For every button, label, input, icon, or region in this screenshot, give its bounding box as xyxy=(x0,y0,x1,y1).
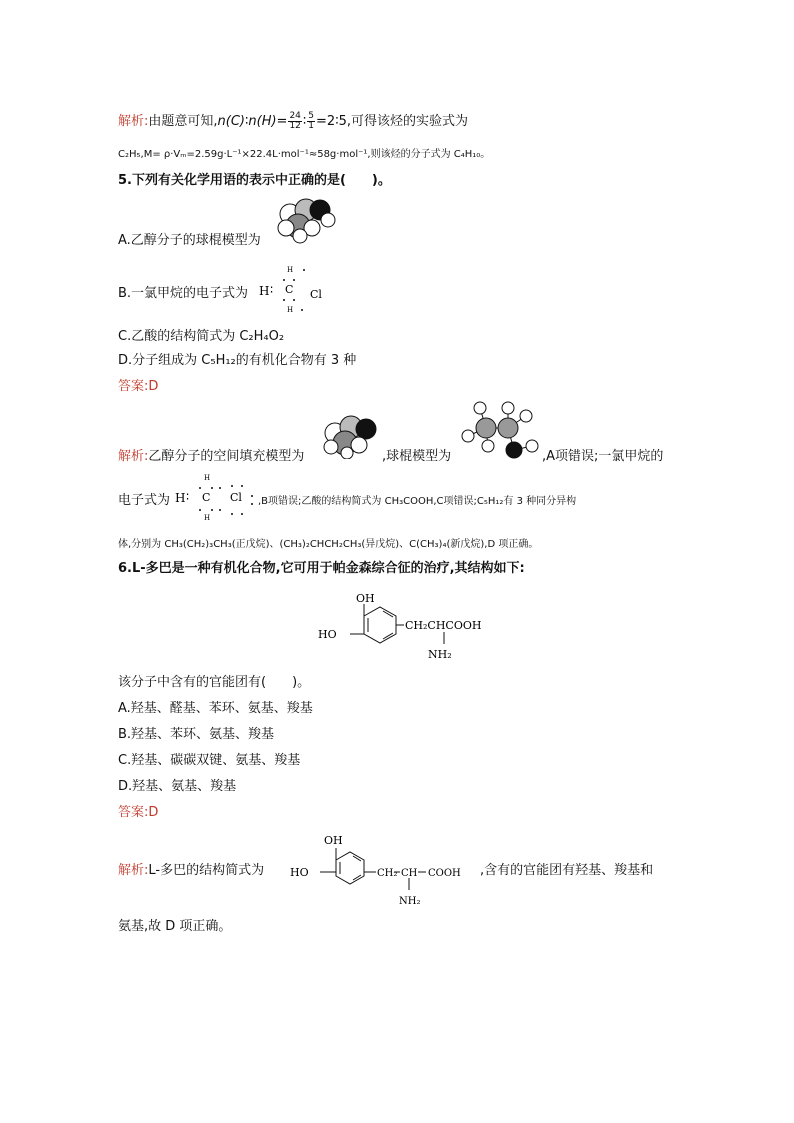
analysis-text: 电子式为 xyxy=(118,493,171,508)
nh2-group: NH₂ xyxy=(428,648,452,661)
ethanol-space-filling-model-image xyxy=(272,198,338,244)
option-c: C.乙酸的结构简式为 C₂H₄O₂ xyxy=(118,329,285,344)
fraction-5-1 xyxy=(307,112,315,131)
ho-group: HO xyxy=(290,866,309,879)
n-h: n(H)= xyxy=(248,114,288,129)
n-c: n(C) xyxy=(217,114,245,129)
ethanol-space-filling-model-image xyxy=(321,415,381,459)
analysis-text: =2∶5,可得该烃的实验式为 xyxy=(316,114,468,129)
analysis-5-line-3: 体,分别为 CH₃(CH₂)₃CH₃(正戊烷)、(CH₃)₂CHCH₂CH₃(异戊烷)、C(CH₃)₄(新戊烷),D 项正确。 xyxy=(118,539,539,550)
ratio-colon: ∶ xyxy=(302,114,307,129)
cl-atom: Cl xyxy=(310,288,322,301)
answer-5: 答案:D xyxy=(118,379,159,394)
analysis-text: L-多巴的结构简式为 xyxy=(148,863,265,878)
option-d: D.分子组成为 C₅H₁₂的有机化合物有 3 种 xyxy=(118,353,357,368)
cl-atom: Cl xyxy=(230,491,242,504)
chloromethane-electron-formula xyxy=(172,470,256,522)
analysis-5-line-1 xyxy=(118,448,304,466)
ch2-group: CH₂ xyxy=(377,868,398,879)
bond-dots: ∶ xyxy=(270,283,274,297)
option-a: A.乙醇分子的球棍模型为 xyxy=(118,233,261,248)
l-dopa-structure-image xyxy=(312,588,492,668)
answer-6: 答案:D xyxy=(118,805,159,820)
c-atom: C xyxy=(202,491,211,504)
l-dopa-structure-image xyxy=(284,832,480,908)
option-a: A.羟基、醛基、苯环、氨基、羧基 xyxy=(118,701,313,716)
option-d: D.羟基、氨基、羧基 xyxy=(118,779,237,794)
option-b-text: B.一氯甲烷的电子式为 xyxy=(118,286,249,301)
oh-group: OH xyxy=(356,592,375,605)
analysis-6-line-2: 氨基,故 D 项正确。 xyxy=(118,919,232,934)
ratio-colon: ∶ xyxy=(245,114,249,129)
ethanol-ball-and-stick-model-image xyxy=(460,400,542,462)
analysis-6-line-1 xyxy=(118,862,264,880)
h-atom: H xyxy=(287,306,294,314)
fraction-24-12 xyxy=(288,112,301,131)
fraction-denominator: 12 xyxy=(289,121,301,131)
analysis-5-text-2: ,球棍模型为 xyxy=(382,449,452,464)
side-chain: CH₂CHCOOH xyxy=(405,619,482,632)
analysis-5-text-3: ,A项错误;一氯甲烷的 xyxy=(542,449,664,464)
h-atom: H xyxy=(259,284,270,298)
nh2-group: NH₂ xyxy=(399,896,421,907)
question-6-prompt: 该分子中含有的官能团有( )。 xyxy=(118,675,311,690)
chloromethane-electron-formula xyxy=(256,262,326,314)
oh-group: OH xyxy=(324,834,343,847)
analysis-text: 乙醇分子的空间填充模型为 xyxy=(148,449,305,464)
analysis-6-text-2: ,含有的官能团有羟基、羧基和 xyxy=(480,863,654,878)
fraction-numerator: 24 xyxy=(289,111,301,121)
analysis-text: 由题意可知, xyxy=(148,114,218,129)
h-atom: H xyxy=(204,514,211,522)
analysis-5-line-2 xyxy=(118,492,170,510)
ch-group: CH xyxy=(401,868,418,879)
analysis-label: 解析: xyxy=(118,449,149,464)
c-atom: C xyxy=(285,283,294,296)
analysis-label: 解析: xyxy=(118,863,149,878)
option-c: C.羟基、碳碳双键、氨基、羧基 xyxy=(118,753,301,768)
question-6-stem: 6.L-多巴是一种有机化合物,它可用于帕金森综合征的治疗,其结构如下: xyxy=(118,561,525,576)
h-atom: H xyxy=(204,474,211,482)
option-b xyxy=(118,285,248,303)
option-b: B.羟基、苯环、氨基、羧基 xyxy=(118,727,275,742)
analysis-label: 解析: xyxy=(118,114,149,129)
question-5-stem: 5.下列有关化学用语的表示中正确的是( )。 xyxy=(118,173,391,188)
bond-dots: ∶ xyxy=(186,490,190,504)
h-atom: H xyxy=(175,491,186,505)
analysis-1-line-1 xyxy=(118,112,468,131)
h-atom: H xyxy=(287,266,294,274)
cooh-group: COOH xyxy=(428,868,461,879)
ho-group: HO xyxy=(318,628,337,641)
analysis-5-text-5: ,B项错误;乙酸的结构简式为 CH₃COOH,C项错误;C₅H₁₂有 3 种同分异构 xyxy=(258,496,577,507)
analysis-1-line-2: C₂H₅,M= ρ·Vₘ=2.59g·L⁻¹×22.4L·mol⁻¹≈58g·mol⁻¹,则该烃的分子式为 C₄H₁₀。 xyxy=(118,149,491,160)
fraction-denominator: 1 xyxy=(308,121,315,131)
fraction-numerator: 5 xyxy=(308,111,315,121)
